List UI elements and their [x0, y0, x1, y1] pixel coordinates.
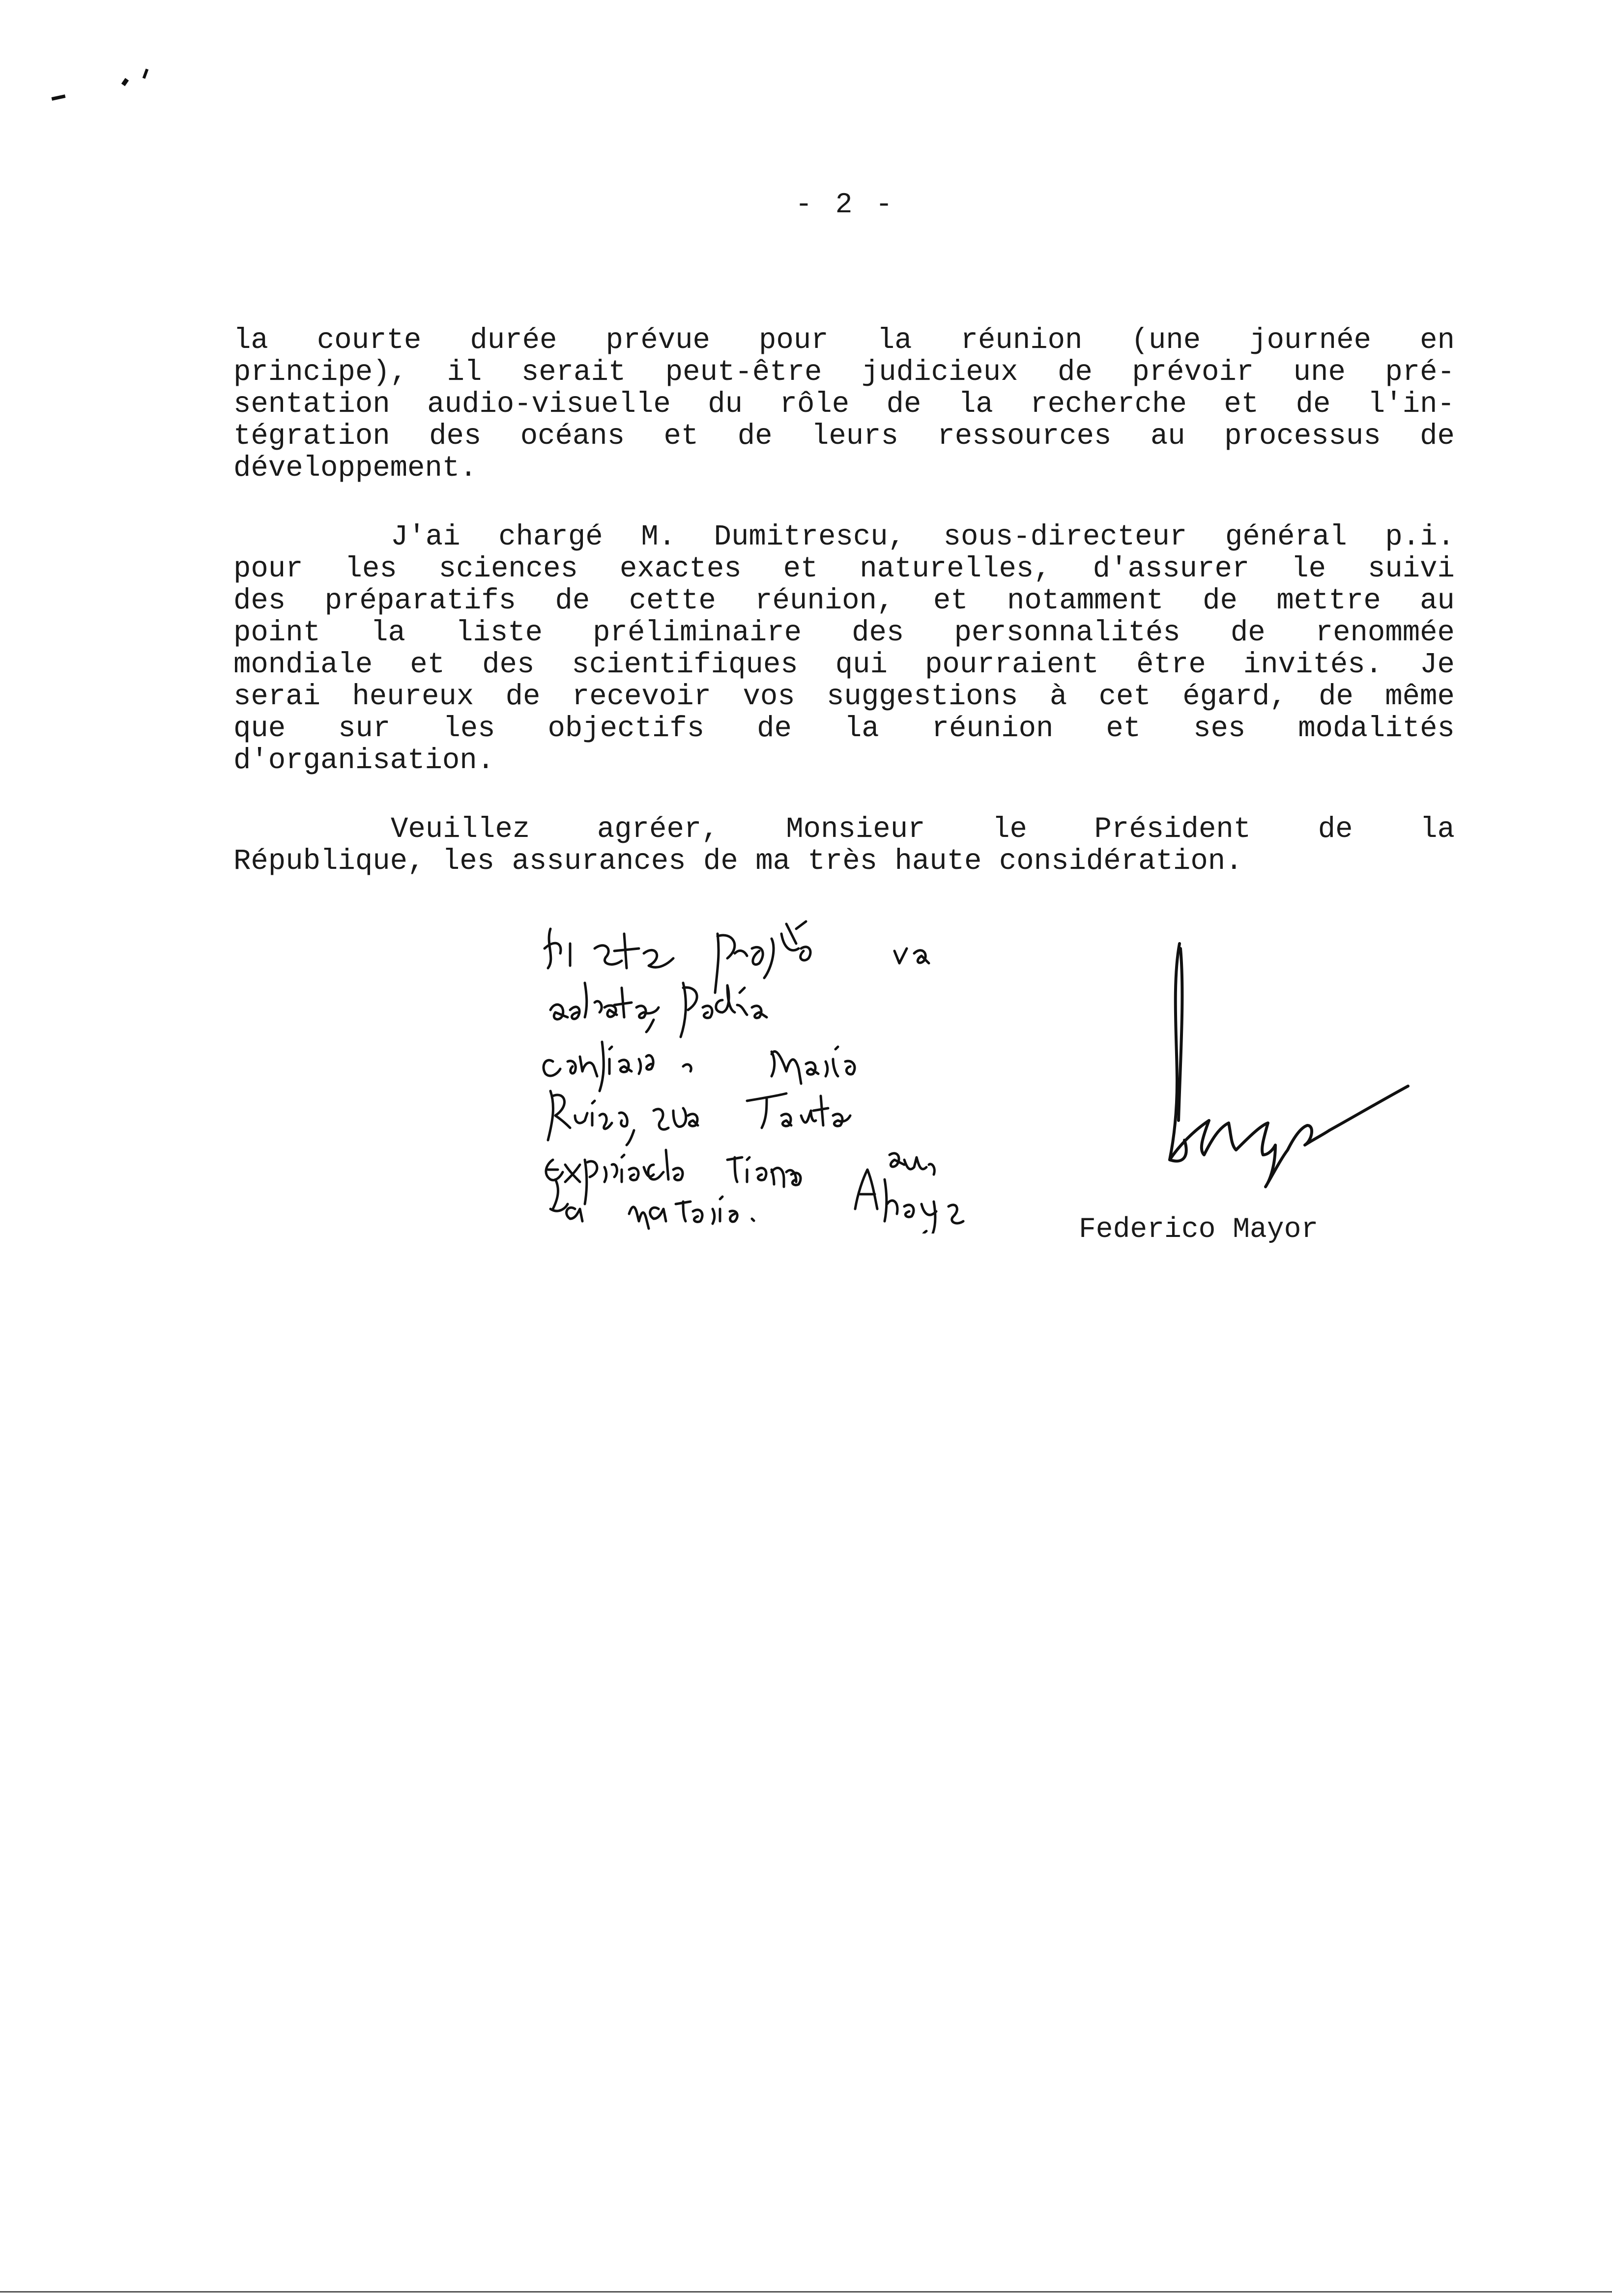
- word: le: [1291, 552, 1326, 585]
- word: et: [1106, 712, 1141, 745]
- text-line: [233, 845, 1455, 877]
- word: la: [877, 324, 912, 357]
- word: les: [442, 845, 512, 878]
- text-line: [233, 617, 1455, 649]
- word: réunion: [960, 324, 1083, 357]
- word: principe),: [233, 356, 408, 389]
- word: point: [233, 616, 321, 649]
- word: réunion: [931, 712, 1054, 745]
- word: de: [1230, 616, 1266, 649]
- word: à: [1049, 680, 1067, 713]
- word: et: [663, 420, 699, 453]
- word: recevoir: [572, 680, 712, 713]
- word: renommée: [1315, 616, 1455, 649]
- word: et: [783, 552, 818, 585]
- word: objectifs: [547, 712, 705, 745]
- word: naturelles,: [860, 552, 1051, 585]
- word: journée: [1249, 324, 1372, 357]
- word: d'assurer: [1093, 552, 1250, 585]
- word: invités.: [1243, 648, 1383, 681]
- word: préparatifs: [324, 584, 517, 617]
- word: de: [1058, 356, 1093, 389]
- word: des: [482, 648, 535, 681]
- word: courte: [317, 324, 422, 357]
- word: les: [345, 552, 397, 585]
- word: sous-directeur: [943, 520, 1187, 553]
- word: personnalités: [954, 616, 1180, 649]
- word: sciences: [438, 552, 578, 585]
- word: de: [703, 845, 756, 878]
- word: de: [1319, 680, 1353, 713]
- word: même: [1385, 680, 1455, 713]
- word: l'in-: [1367, 388, 1455, 421]
- scan-mark: [121, 78, 129, 86]
- text-line: [233, 521, 1455, 553]
- word: de: [737, 420, 773, 453]
- word: mettre: [1276, 584, 1381, 617]
- word: de: [1420, 420, 1455, 453]
- word: suivi: [1367, 552, 1455, 585]
- text-line: [233, 713, 1455, 745]
- word: sur: [338, 712, 391, 745]
- word: la: [844, 712, 879, 745]
- word: M.: [641, 520, 676, 553]
- word: les: [443, 712, 495, 745]
- word: pour: [233, 552, 303, 585]
- signatory-name: Federico Mayor: [1079, 1214, 1319, 1246]
- text-line: [233, 452, 1455, 484]
- word: haute: [894, 845, 999, 878]
- word: pré-: [1385, 356, 1455, 389]
- word: Monsieur: [786, 813, 925, 846]
- word: la: [958, 388, 993, 421]
- word: il: [447, 356, 482, 389]
- word: pourraient: [925, 648, 1099, 681]
- word: et: [410, 648, 445, 681]
- word: Je: [1420, 648, 1455, 681]
- word: la: [371, 616, 405, 649]
- word: préliminaire: [593, 616, 802, 649]
- word: scientifiques: [572, 648, 798, 681]
- word: de: [757, 712, 792, 745]
- word: notamment: [1007, 584, 1164, 617]
- word: (une: [1131, 324, 1201, 357]
- word: heureux: [352, 680, 474, 713]
- word: qui: [835, 648, 888, 681]
- word: mondiale: [233, 648, 373, 681]
- word: chargé: [498, 520, 603, 553]
- word: au: [1420, 584, 1455, 617]
- word: ressources: [937, 420, 1112, 453]
- word: recherche: [1030, 388, 1187, 421]
- word: et: [1224, 388, 1259, 421]
- word: que: [233, 712, 286, 745]
- word: tégration: [233, 420, 390, 453]
- scan-edge-line: [0, 2291, 1612, 2293]
- word: égard,: [1182, 680, 1287, 713]
- word: de: [1318, 813, 1353, 846]
- text-line: [233, 388, 1455, 420]
- text-line: [233, 681, 1455, 713]
- word: et: [933, 584, 968, 617]
- word: agréer,: [597, 813, 719, 846]
- text-line: [233, 420, 1455, 452]
- word: développement.: [233, 452, 477, 485]
- paragraph-closing: [233, 813, 1455, 877]
- word: leurs: [811, 420, 898, 453]
- word: être: [1136, 648, 1206, 681]
- word: rôle: [779, 388, 850, 421]
- paragraph-meeting-duration: [233, 324, 1455, 484]
- word: prévue: [605, 324, 710, 357]
- word: le: [992, 813, 1027, 846]
- word: une: [1293, 356, 1346, 389]
- word: prévoir: [1132, 356, 1254, 389]
- text-line: [233, 813, 1455, 845]
- page-number: - 2 -: [795, 189, 896, 221]
- word: serait: [521, 356, 626, 389]
- word: pour: [759, 324, 829, 357]
- scan-mark: [52, 94, 66, 101]
- word: liste: [456, 616, 543, 649]
- scan-mark: [143, 69, 148, 79]
- word: très: [807, 845, 895, 878]
- word: océans: [520, 420, 625, 453]
- word: modalités: [1298, 712, 1455, 745]
- text-line: [233, 649, 1455, 681]
- word: durée: [470, 324, 557, 357]
- word: de: [555, 584, 590, 617]
- word: ma: [755, 845, 808, 878]
- word: en: [1420, 324, 1455, 357]
- word: cette: [629, 584, 716, 617]
- word: République,: [233, 845, 442, 878]
- signature: [1150, 934, 1425, 1189]
- word: peut-être: [665, 356, 822, 389]
- word: de: [505, 680, 541, 713]
- word: général: [1225, 520, 1347, 553]
- word: des: [233, 584, 286, 617]
- word: cet: [1098, 680, 1151, 713]
- paragraph-preparations: [233, 521, 1455, 776]
- word: de: [1203, 584, 1238, 617]
- word: J'ai: [391, 520, 461, 553]
- word: de: [1295, 388, 1331, 421]
- text-line: [233, 585, 1455, 617]
- word: Président: [1094, 813, 1251, 846]
- word: processus: [1224, 420, 1381, 453]
- word: d'organisation.: [233, 744, 495, 777]
- word: exactes: [619, 552, 742, 585]
- text-line: [233, 356, 1455, 388]
- word: Veuillez: [391, 813, 530, 846]
- word: vos: [743, 680, 795, 713]
- word: au: [1150, 420, 1185, 453]
- word: de: [886, 388, 921, 421]
- word: assurances: [512, 845, 703, 878]
- word: sentation: [233, 388, 390, 421]
- word: des: [429, 420, 482, 453]
- text-line: [233, 745, 1455, 776]
- word: du: [708, 388, 743, 421]
- handwritten-note: [541, 914, 1057, 1234]
- word: réunion,: [755, 584, 894, 617]
- text-line: [233, 324, 1455, 356]
- word: audio-visuelle: [427, 388, 671, 421]
- word: p.i.: [1385, 520, 1455, 553]
- word: Dumitrescu,: [714, 520, 906, 553]
- word: suggestions: [827, 680, 1018, 713]
- text-line: [233, 553, 1455, 585]
- word: la: [233, 324, 268, 357]
- word: considération.: [999, 845, 1243, 878]
- word: la: [1420, 813, 1455, 846]
- word: serai: [233, 680, 321, 713]
- word: des: [852, 616, 904, 649]
- word: ses: [1193, 712, 1246, 745]
- word: judicieux: [861, 356, 1018, 389]
